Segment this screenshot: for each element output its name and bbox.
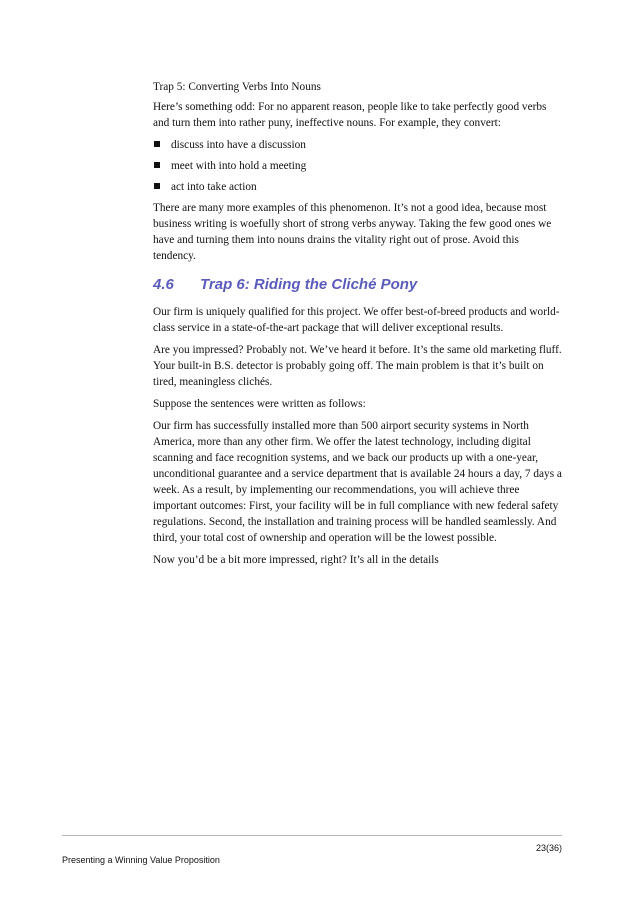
trap5-outro: There are many more examples of this phenomenon. It’s not a good idea, because most business writing is woefully short of strong verbs anyway. Taking the few good ones we have and turning them into nouns drains the vitality right out of prose. Avoid this tendency. (153, 202, 552, 262)
list-item-text: act into take action (171, 181, 257, 193)
square-bullet-icon (154, 162, 160, 168)
footer-divider (62, 835, 562, 836)
square-bullet-icon (154, 141, 160, 147)
page-number: 23(36) (535, 843, 562, 853)
paragraph-impressed: Are you impressed? Probably not. We’ve heard it before. It’s the same old marketing fluff. Your built-in B.S. detector is probably going off. The main problem is that it’s built on tired, meaningless clichés. (153, 344, 562, 388)
trap5-title: Trap 5: Converting Verbs Into Nouns (153, 81, 321, 93)
list-item (153, 179, 563, 195)
paragraph-suppose: Suppose the sentences were written as follows: (153, 398, 366, 410)
section-number: 4.6 (153, 276, 174, 293)
list-item (153, 158, 563, 174)
list-item-text: discuss into have a discussion (171, 139, 306, 151)
section-heading (153, 276, 563, 294)
page-body (153, 79, 563, 574)
square-bullet-icon (154, 183, 160, 189)
paragraph-rewritten-example: Our firm has successfully installed more than 500 airport security systems in North America, more than any other firm. We offer the latest technology, including digital scanning and face recognition systems, and we back our products up with a one-year, unconditional guarantee and a service department that is available 24 hours a day, 7 days a week. As a result, by implementing our recommendations, you will achieve three important outcomes: First, your facility will be in full compliance with new federal safety regulations. Second, the installation and training process will be handled seamlessly. And third, your total cost of ownership and operation will be the lowest possible. (153, 420, 562, 544)
list-item (153, 137, 563, 153)
paragraph-conclusion: Now you’d be a bit more impressed, right? It’s all in the details (153, 554, 439, 566)
list-item-text: meet with into hold a meeting (171, 160, 307, 172)
trap5-intro: Here’s something odd: For no apparent reason, people like to take perfectly good verbs and turn them into rather puny, ineffective nouns. For example, they convert: (153, 101, 547, 129)
example-list (153, 137, 563, 195)
footer-document-title: Presenting a Winning Value Proposition (62, 855, 220, 865)
section-title: Trap 6: Riding the Cliché Pony (200, 276, 418, 293)
paragraph-cliche-example: Our firm is uniquely qualified for this project. We offer best-of-breed products and world-class service in a state-of-the-art package that will deliver exceptional results. (153, 306, 560, 334)
